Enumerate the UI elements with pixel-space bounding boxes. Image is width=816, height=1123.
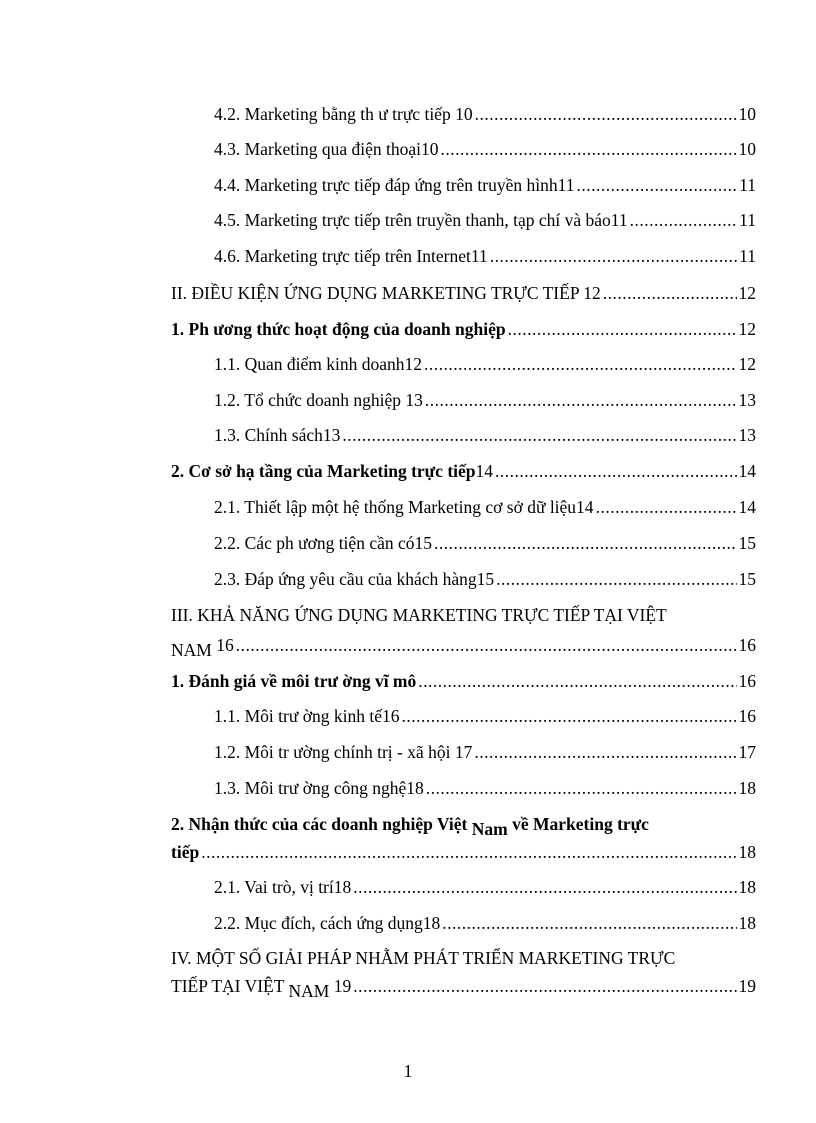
toc-entry-1-3: 1.3. Chính sách13 ..... 13 — [214, 425, 756, 445]
toc-heading-iii-2-line1: 2. Nhận thức của các doanh nghiệp Việt Nam về Marketing trực — [171, 814, 649, 839]
toc-entry-iii-1-2: 1.2. Môi tr ường chính trị - xã hội 17 ..... 17 — [214, 742, 756, 762]
dot-leader — [425, 390, 737, 410]
toc-entry-1-2: 1.2. Tổ chức doanh nghiệp 13 ..... 13 — [214, 390, 756, 410]
dot-leader — [353, 877, 736, 897]
toc-entry-iii-2-1: 2.1. Vai trò, vị trí18 ..... 18 — [214, 877, 756, 897]
dot-leader — [418, 671, 736, 691]
dot-leader — [603, 283, 737, 303]
toc-section-iii-line1: III. KHẢ NĂNG ỨNG DỤNG MARKETING TRỰC TIẾP TẠI VIỆT — [171, 605, 667, 625]
toc-entry-iii-2-2: 2.2. Mục đích, cách ứng dụng18 ..... 18 — [214, 913, 756, 933]
dot-leader — [342, 425, 736, 445]
toc-entry-4-6: 4.6. Marketing trực tiếp trên Internet11 ..... 11 — [214, 246, 756, 266]
page-number: 1 — [403, 1061, 413, 1081]
dot-leader — [495, 461, 736, 481]
dot-leader — [630, 210, 737, 230]
toc-section-iv-line1: IV. MỘT SỐ GIẢI PHÁP NHẰM PHÁT TRIỂN MARKETING TRỰC — [171, 948, 676, 968]
dot-leader — [236, 635, 737, 655]
toc-entry-2-2: 2.2. Các ph ương tiện cần có15 ..... 15 — [214, 533, 756, 553]
toc-entry-iii-1-3: 1.3. Môi trư ờng công nghệ18 ..... 18 — [214, 778, 756, 798]
dot-leader — [474, 742, 736, 762]
toc-entry-1-1: 1.1. Quan điểm kinh doanh12 ..... 12 — [214, 354, 756, 374]
dot-leader — [401, 706, 736, 726]
toc-section-iv: TIẾP TẠI VIỆT NAM 19 ..... 19 — [171, 976, 756, 996]
toc-entry-iii-1-1: 1.1. Môi trư ờng kinh tế16 ..... 16 — [214, 706, 756, 726]
toc-heading-iii-2: tiếp ..... 18 — [171, 842, 756, 862]
dot-leader — [201, 842, 736, 862]
toc-entry-2-3: 2.3. Đáp ứng yêu cầu của khách hàng15 ..... 15 — [214, 569, 756, 589]
dot-leader — [442, 913, 736, 933]
toc-entry-2-1: 2.1. Thiết lập một hệ thống Marketing cơ sở dữ liệu14 ..... 14 — [214, 497, 756, 517]
dot-leader — [490, 246, 737, 266]
dot-leader — [441, 139, 737, 159]
toc-entry-4-4: 4.4. Marketing trực tiếp đáp ứng trên truyền hình11 ..... 11 — [214, 175, 756, 195]
toc-heading-ii-1: 1. Ph ương thức hoạt động của doanh nghiệp ..... 12 — [171, 319, 756, 339]
dot-leader — [576, 175, 737, 195]
dot-leader — [475, 104, 737, 124]
dot-leader — [426, 778, 737, 798]
dot-leader — [496, 569, 736, 589]
dot-leader — [424, 354, 736, 374]
dot-leader — [353, 976, 736, 996]
toc-entry-4-2: 4.2. Marketing bằng th ư trực tiếp 10 ..... 10 — [214, 104, 756, 124]
toc-section-ii: II. ĐIỀU KIỆN ỨNG DỤNG MARKETING TRỰC TIẾP 12 ..... 12 — [171, 283, 756, 303]
dot-leader — [508, 319, 737, 339]
toc-entry-4-3: 4.3. Marketing qua điện thoại10 ..... 10 — [214, 139, 756, 159]
toc-section-iii: NAM 16 ..... 16 — [171, 635, 756, 655]
dot-leader — [434, 533, 737, 553]
dot-leader — [596, 497, 737, 517]
toc-heading-ii-2: 2. Cơ sở hạ tầng của Marketing trực tiếp 14 ..... 14 — [171, 461, 756, 481]
toc-entry-4-5: 4.5. Marketing trực tiếp trên truyền thanh, tạp chí và báo11 ..... 11 — [214, 210, 756, 230]
toc-heading-iii-1: 1. Đánh giá về môi trư ờng vĩ mô ..... 16 — [171, 671, 756, 691]
